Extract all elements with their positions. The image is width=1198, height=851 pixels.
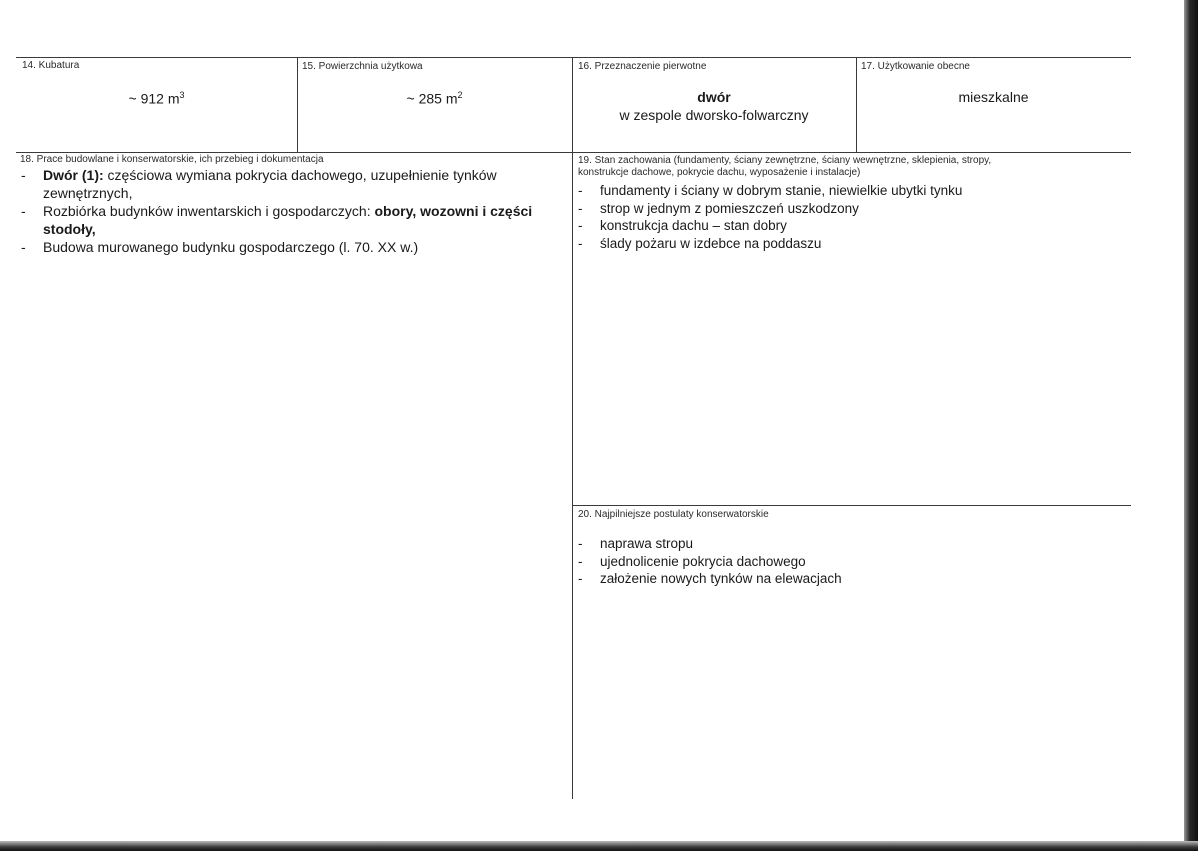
section-14-value [16, 86, 297, 108]
list-item-text: naprawa stropu [600, 536, 694, 551]
section-20-list [573, 535, 1128, 588]
list-item [573, 217, 1128, 235]
list-item [16, 166, 566, 202]
table-top-border [16, 57, 1131, 58]
list-item [573, 570, 1128, 588]
section-16-value [572, 88, 856, 124]
bullet-dash: - [578, 183, 583, 198]
section-18-list [16, 166, 566, 256]
section-16-label: 16. Przeznaczenie pierwotne [578, 61, 707, 72]
list-item-text: ujednolicenie pokrycia dachowego [600, 553, 806, 569]
col-divider-15-16 [572, 57, 573, 799]
section-19-label: 19. Stan zachowania (fundamenty, ściany zewnętrzne, ściany wewnętrzne, sklepienia, stropy, [578, 155, 992, 166]
row-divider-2 [573, 505, 1131, 506]
section-15-value-text: ~ 285 m [406, 90, 458, 107]
bullet-dash: - [578, 536, 583, 551]
list-item-text: założenie nowych tynków na elewacjach [600, 571, 842, 586]
list-item-text: Rozbiórka budynków inwentarskich i gospodarczych: [43, 203, 375, 219]
section-16-value-main: dwór [697, 89, 731, 105]
section-16-value-detail: w zespole dworsko-folwarczny [619, 107, 809, 123]
bullet-dash: - [578, 571, 583, 586]
section-14-label: 14. Kubatura [22, 60, 80, 71]
section-14-value-text: ~ 912 m [128, 90, 180, 107]
bullet-dash: - [21, 167, 26, 183]
list-item-text: częściowa wymiana pokrycia dachowego, uzupełnienie tynków zewnętrznych, [43, 167, 497, 201]
section-15-value [297, 86, 572, 108]
section-15-label: 15. Powierzchnia użytkowa [302, 61, 423, 72]
list-item [16, 238, 566, 256]
bullet-dash: - [21, 203, 26, 219]
row-divider-1 [16, 152, 1131, 153]
list-item [16, 202, 566, 238]
section-17-value: mieszkalne [958, 89, 1029, 105]
list-item-text: strop w jednym z pomieszczeń uszkodzony [600, 200, 859, 216]
section-15-unit-sup: 2 [457, 90, 463, 100]
list-item-bold: Dwór (1): [43, 167, 104, 183]
list-item [573, 553, 1128, 571]
list-item-text: Budowa murowanego budynku gospodarczego (l. 70. XX w.) [43, 239, 419, 255]
section-18-label: 18. Prace budowlane i konserwatorskie, ich przebieg i dokumentacja [20, 154, 324, 165]
bullet-dash: - [21, 239, 26, 255]
list-item [573, 235, 1128, 253]
list-item-text: fundamenty i ściany w dobrym stanie, niewielkie ubytki tynku [600, 183, 963, 198]
bullet-dash: - [578, 235, 583, 251]
bullet-dash: - [578, 218, 583, 233]
section-17-label: 17. Użytkowanie obecne [861, 61, 970, 72]
scan-edge-right [1184, 0, 1198, 851]
bullet-dash: - [578, 553, 583, 569]
section-19-label-line2: konstrukcje dachowe, pokrycie dachu, wyposażenie i instalacje) [578, 167, 861, 178]
list-item [573, 200, 1128, 218]
list-item-text: ślady pożaru w izdebce na poddaszu [600, 235, 822, 251]
list-item [573, 182, 1128, 200]
scan-edge-bottom [0, 841, 1198, 851]
list-item-text: konstrukcja dachu – stan dobry [600, 218, 787, 233]
bullet-dash: - [578, 200, 583, 216]
section-20-label: 20. Najpilniejsze postulaty konserwatorskie [578, 509, 769, 520]
section-14-unit-sup: 3 [179, 90, 185, 100]
section-19-list [573, 182, 1128, 252]
list-item [573, 535, 1128, 553]
list-item-bold: obory, wozowni i części stodoły, [43, 203, 533, 237]
